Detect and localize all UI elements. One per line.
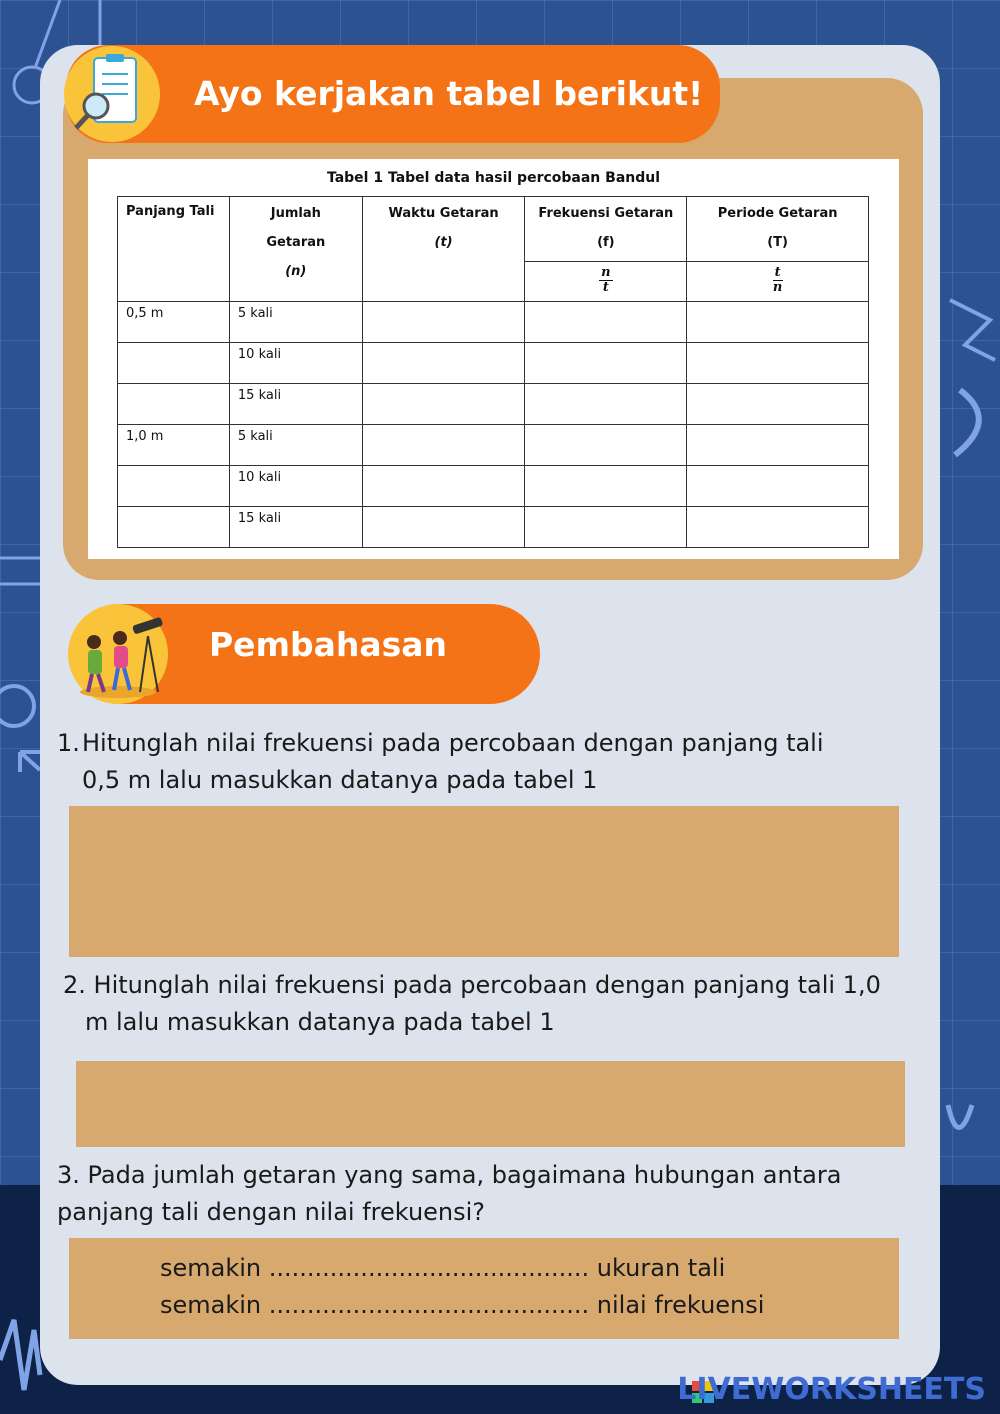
arrow-decoration [20,752,40,772]
frekuensi-cell[interactable] [525,466,687,507]
periode-cell[interactable] [687,466,869,507]
frekuensi-formula: $\frac{n}{t}$ [525,262,687,302]
periode-formula: $\frac{t}{n}$ [687,262,869,302]
panjang-cell [118,466,230,507]
question-1-number: 1. [57,729,80,757]
header-periode-getaran: Periode Getaran (T) [687,197,869,262]
frekuensi-cell[interactable] [525,343,687,384]
panjang-cell: 0,5 m [118,302,230,343]
panjang-cell: 1,0 m [118,425,230,466]
frekuensi-cell[interactable] [525,507,687,548]
answer-3-line-1[interactable]: semakin .......................................... ukuran tali [160,1254,726,1282]
telescope-people-icon [68,604,168,704]
jumlah-cell: 5 kali [229,302,362,343]
table-caption: Tabel 1 Tabel data hasil percobaan Bandul [326,170,661,186]
waktu-cell[interactable] [362,343,525,384]
panjang-cell [118,343,230,384]
answer-3-line-2[interactable]: semakin .......................................... nilai frekuensi [160,1291,765,1319]
panjang-cell [118,507,230,548]
frekuensi-cell[interactable] [525,425,687,466]
crescent-decoration [955,390,979,455]
brand-watermark[interactable]: LIVEWORKSHEETS [677,1372,986,1407]
answer-2-box[interactable] [76,1061,905,1147]
jumlah-cell: 15 kali [229,384,362,425]
waktu-cell[interactable] [362,507,525,548]
circle-decoration [0,686,34,726]
rectangle-decoration [0,558,42,584]
jumlah-cell: 10 kali [229,466,362,507]
jumlah-cell: 5 kali [229,425,362,466]
data-table-image [88,159,899,559]
header-panjang-tali: Panjang Tali [118,197,230,302]
periode-cell[interactable] [687,302,869,343]
header-waktu-getaran: Waktu Getaran (t) [362,197,525,302]
waktu-cell[interactable] [362,384,525,425]
pendulum-data-table [117,196,869,548]
question-1-line-2: 0,5 m lalu masukkan datanya pada tabel 1 [82,766,598,794]
waktu-cell[interactable] [362,302,525,343]
periode-cell[interactable] [687,425,869,466]
jumlah-cell: 15 kali [229,507,362,548]
periode-cell[interactable] [687,507,869,548]
wave-decoration [0,1320,40,1390]
frekuensi-cell[interactable] [525,302,687,343]
section-title-pembahasan: Pembahasan [209,625,448,664]
header-jumlah-getaran: Jumlah Getaran (n) [229,197,362,302]
question-3-line-2: panjang tali dengan nilai frekuensi? [57,1198,486,1226]
waktu-cell[interactable] [362,425,525,466]
table-row [118,466,869,507]
section-title-table: Ayo kerjakan tabel berikut! [194,74,704,113]
periode-cell[interactable] [687,384,869,425]
table-row [118,302,869,343]
frekuensi-cell[interactable] [525,384,687,425]
periode-cell[interactable] [687,343,869,384]
table-row [118,425,869,466]
question-2-line-1: 2. Hitunglah nilai frekuensi pada percobaan dengan panjang tali 1,0 [63,971,881,999]
jumlah-cell: 10 kali [229,343,362,384]
clipboard-magnifier-icon [64,46,160,142]
header-frekuensi-getaran: Frekuensi Getaran (f) [525,197,687,262]
question-3-line-1: 3. Pada jumlah getaran yang sama, bagaimana hubungan antara [57,1161,842,1189]
table-row [118,507,869,548]
u-shape-decoration [948,1105,972,1128]
zigzag-decoration [950,300,995,360]
table-row [118,343,869,384]
panjang-cell [118,384,230,425]
waktu-cell[interactable] [362,466,525,507]
answer-1-box[interactable] [69,806,899,957]
table-row [118,384,869,425]
question-2-line-2: m lalu masukkan datanya pada tabel 1 [85,1008,555,1036]
question-1-line-1: Hitunglah nilai frekuensi pada percobaan dengan panjang tali [82,729,824,757]
